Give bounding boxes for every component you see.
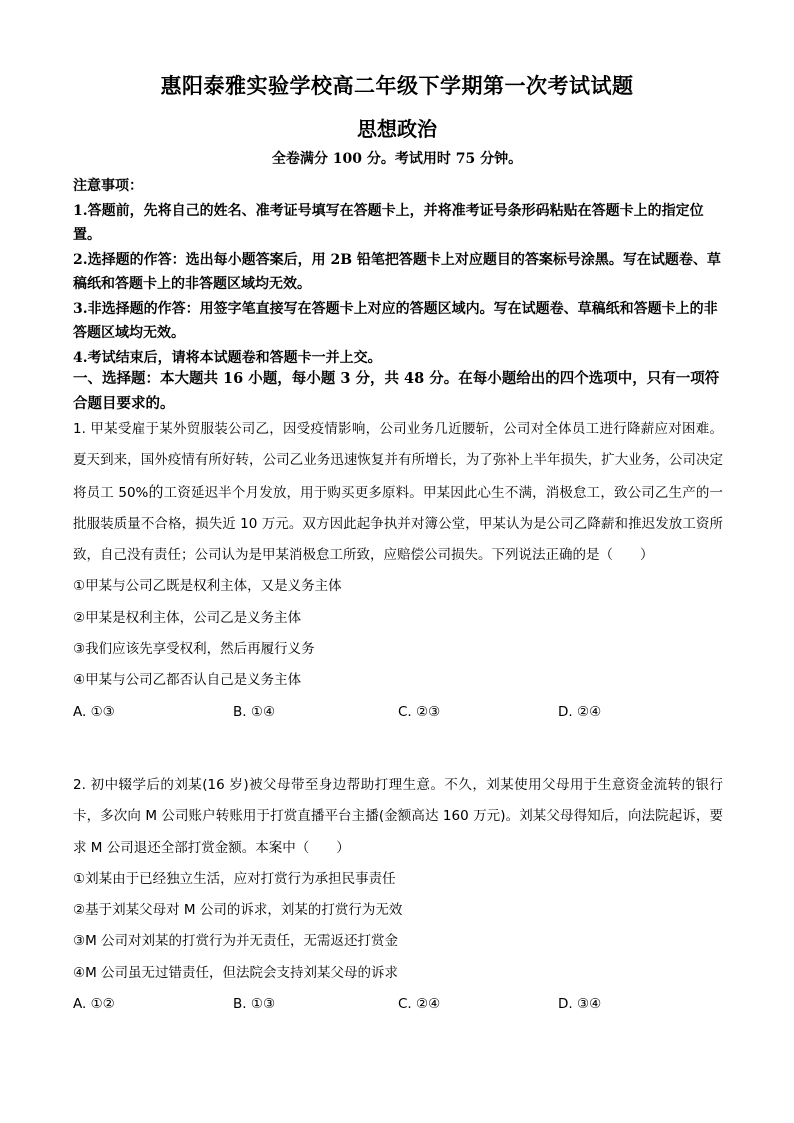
statement-option: ①刘某由于已经独立生活，应对打赏行为承担民事责任 <box>73 870 396 887</box>
section-heading: 一、选择题：本大题共 16 小题，每小题 3 分，共 48 分。在每小题给出的四个选项中，只有一项符合题目要求的。 <box>73 370 720 412</box>
stem-part: 工资延迟半个月发放，用于购买更多原料。甲某因此心生不满，消极怠工，致公司乙生产的一批服装质量不合格，损失近 10 万元。双方因此起争执并对簿公堂，甲某认为是公司乙降薪和推迟发放工资所致，自己没有责任；公司认为是甲某消极怠工所致，应赔偿公司损失。下列说法正确的是（ ） <box>73 484 723 564</box>
question-1 <box>73 414 723 728</box>
subject-title: 思想政治 <box>357 117 437 141</box>
choice-c: C. ②④ <box>398 996 441 1013</box>
stem-part: 1. 甲某受雇于某外贸服装公司乙，因受疫情影响，公司业务几近腰斩，公司对全体员工进行降薪应对困难。夏天到来，国外疫情有所好转，公司乙业务迅速恢复并有所增长，为了弥补上半年损失，扩大业务，公司决定将员工 50% <box>73 421 723 501</box>
choice-b: B. ①④ <box>233 703 276 720</box>
statement-option: ③我们应该先享受权利，然后再履行义务 <box>73 641 315 658</box>
note-item: 3.非选择题的作答：用签字笔直接写在答题卡上对应的答题区域内。写在试题卷、草稿纸和答题卡上的非答题区域均无效。 <box>73 300 718 341</box>
choice-a: A. ①③ <box>73 703 115 720</box>
choice-d: D. ③④ <box>558 996 602 1013</box>
notes-heading: 注意事项： <box>73 178 143 194</box>
note-item: 2.选择题的作答：选出每小题答案后，用 2B 铅笔把答题卡上对应题目的答案标号涂黑。写在试题卷、草稿纸和答题卡上的非答题区域均无效。 <box>73 251 721 292</box>
note-item: 4.考试结束后，请将本试题卷和答题卡一并上交。 <box>73 349 382 366</box>
statement-option: ④M 公司虽无过错责任，但法院会支持刘某父母的诉求 <box>73 964 399 981</box>
choice-d: D. ②④ <box>558 703 602 720</box>
note-item: 1.答题前，先将自己的姓名、准考证号填写在答题卡上，并将准考证号条形码粘贴在答题卡上的指定位置。 <box>73 202 704 243</box>
choice-c: C. ②③ <box>398 703 441 720</box>
statement-option: ②甲某是权利主体，公司乙是义务主体 <box>73 609 302 626</box>
choice-a: A. ①② <box>73 996 115 1013</box>
question-2 <box>73 770 723 1020</box>
answer-choices <box>73 989 723 1020</box>
statement-option: ②基于刘某父母对 M 公司的诉求，刘某的打赏行为无效 <box>73 902 403 919</box>
answer-choices <box>73 697 723 728</box>
notes-block <box>73 174 723 370</box>
exam-meta: 全卷满分 100 分。考试用时 75 分钟。 <box>271 151 523 167</box>
statement-option: ④甲某与公司乙都否认自己是义务主体 <box>73 672 302 689</box>
choice-b: B. ①③ <box>233 996 276 1013</box>
question-stem: 2. 初中辍学后的刘某(16 岁)被父母带至身边帮助打理生意。不久，刘某使用父母用于生意资金流转的银行卡，多次向 M 公司账户转账用于打赏直播平台主播(金额高达 160 万元)。刘某父母得知后，向法院起诉，要求 M 公司退还全部打赏金额。本案中（ ） <box>73 777 723 856</box>
statement-option: ③M 公司对刘某的打赏行为并无责任，无需返还打赏金 <box>73 933 399 950</box>
stem-part: 的 <box>148 482 164 501</box>
question-stem <box>73 414 723 571</box>
page-title: 惠阳泰雅实验学校高二年级下学期第一次考试试题 <box>160 73 634 98</box>
statement-option: ①甲某与公司乙既是权利主体，又是义务主体 <box>73 578 342 595</box>
